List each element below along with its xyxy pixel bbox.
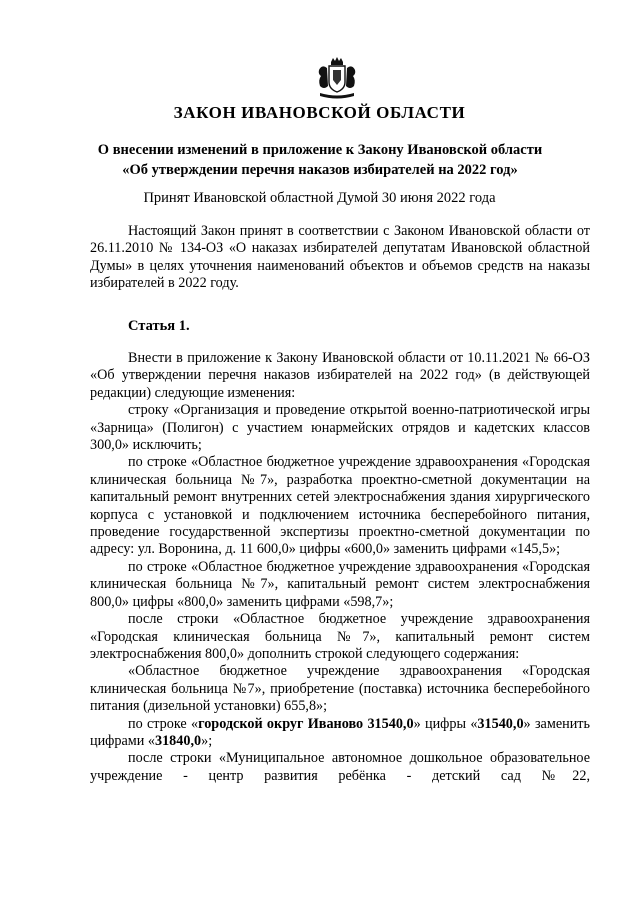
- article-paragraph-5: после строки «Областное бюджетное учреждение здравоохранения «Городская клиническая больница №7», капитальный ремонт систем электроснабжения 800,0» дополнить строкой следующего содержания:: [90, 611, 590, 662]
- article-paragraph-8: после строки «Муниципальное автономное дошкольное образовательное учреждение - центр развития ребёнка - детский сад №22,: [90, 750, 590, 784]
- p7-text-pre: по строке «: [128, 715, 199, 732]
- coat-of-arms-icon: [316, 56, 358, 100]
- intro-paragraph: Настоящий Закон принят в соответствии с Законом Ивановской области от 26.11.2010 № 134-ОЗ «О наказах избирателей депутатам Ивановской областной Думы» в целях уточнения наименований объектов и объемов средств на наказы избирателей в 2022 году.: [90, 223, 590, 292]
- p7-text-mid-2: » заменить цифрами «: [90, 715, 590, 749]
- subtitle-line-1: О внесении изменений в приложение к Закону Ивановской области: [97, 142, 543, 158]
- law-subtitle: [40, 140, 600, 180]
- article-paragraph-4: по строке «Областное бюджетное учреждение здравоохранения «Городская клиническая больница №7», капитальный ремонт систем электроснабжения 800,0» цифры «800,0» заменить цифрами «598,7»;: [90, 558, 590, 610]
- p7-bold-new-value: 31840,0: [154, 732, 202, 749]
- p7-text-mid-1: » цифры «: [413, 715, 478, 732]
- adoption-note: Принят Ивановской областной Думой 30 июня 2022 года: [143, 190, 496, 206]
- subtitle-line-2: «Об утверждении перечня наказов избирателей на 2022 год»: [122, 162, 518, 178]
- article-1-body: [90, 350, 590, 785]
- p7-bold-row-name: городской округ Иваново 31540,0: [198, 715, 414, 732]
- article-paragraph-3: по строке «Областное бюджетное учреждение здравоохранения «Городская клиническая больница №7», разработка проектно-сметной документации на капитальный ремонт внутренних сетей электроснабжения здания хирургического корпуса с установкой и подключением источника бесперебойного питания, проведение государственной экспертизы проектно-сметной документации по адресу: ул. Воронина, д. 11 600,0» цифры «600,0» заменить цифрами «145,5»;: [90, 454, 590, 558]
- p7-bold-old-value: 31540,0: [477, 715, 524, 732]
- article-paragraph-7: [90, 716, 590, 751]
- article-1-heading: Статья 1.: [128, 318, 190, 334]
- article-paragraph-6: «Областное бюджетное учреждение здравоохранения «Городская клиническая больница №7», приобретение (поставка) источника бесперебойного питания (дизельной установки) 655,8»;: [90, 663, 590, 715]
- article-paragraph-1: Внести в приложение к Закону Ивановской области от 10.11.2021 № 66-ОЗ «Об утверждении перечня наказов избирателей на 2022 год» (в действующей редакции) следующие изменения:: [90, 350, 590, 401]
- article-paragraph-2: строку «Организация и проведение открытой военно-патриотической игры «Зарница» (Полигон) с участием юнармейских отрядов и кадетских классов 300,0» исключить;: [90, 402, 590, 454]
- law-title: ЗАКОН ИВАНОВСКОЙ ОБЛАСТИ: [173, 103, 466, 122]
- intro-section: [90, 223, 590, 293]
- p7-text-post: »;: [201, 732, 213, 749]
